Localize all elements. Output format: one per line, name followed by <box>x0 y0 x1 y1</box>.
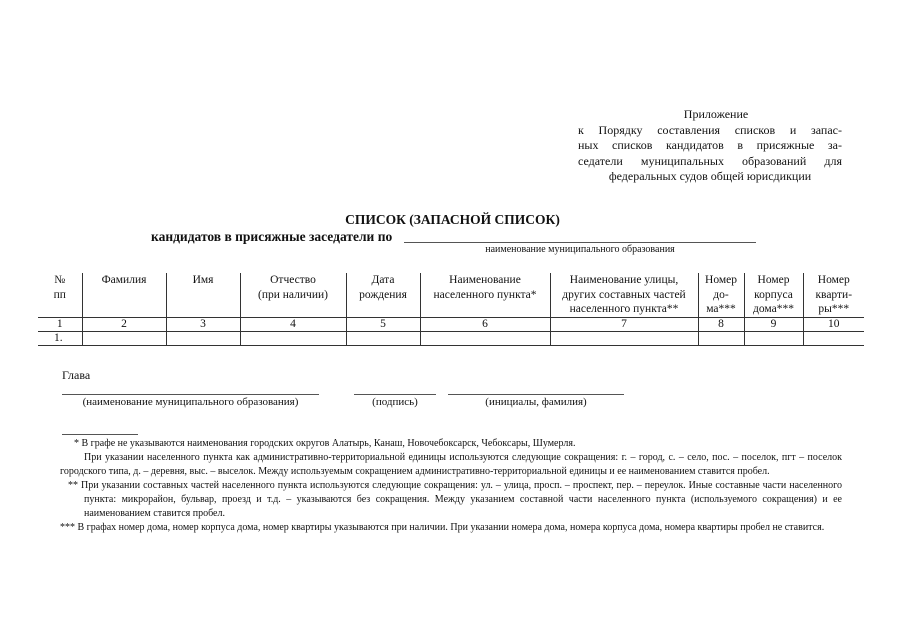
appendix-line: к Порядку составления списков и запас- <box>578 122 842 137</box>
municipality-signature-line[interactable] <box>62 394 319 395</box>
footnote: ** При указании составных частей населенного пункта используются следующие сокращения: ул. – улица, просп. – проспект, пер. – переулок. Иные составные части населенного пункта: микрорайон, бульвар, проезд и т.д. – указываются без сокращения. Между указанием составной части населенного пункта (используемого сокращения) и ее наименованием ставится пробел. <box>68 480 842 519</box>
column-number: 7 <box>550 317 698 331</box>
column-number: 6 <box>420 317 550 331</box>
footnote: При указании населенного пункта как административно-территориальной единицы используются следующие сокращения: г. – город, с. – село, пос. – поселок, пгт – поселок городского типа, д. – деревня, выс. – выселок. Между используемым сокращением административно-территориальной единицы и ее наименованием ставится пробел. <box>60 452 842 477</box>
table-cell[interactable] <box>803 331 864 345</box>
table-cell[interactable] <box>240 331 346 345</box>
initials-line[interactable] <box>448 394 624 395</box>
signature-caption: (подпись) <box>372 396 418 408</box>
appendix-line: федеральных судов общей юрисдикции <box>608 169 812 183</box>
table-cell[interactable] <box>82 331 166 345</box>
header-cell-apartment: Номер кварти- ры*** <box>803 273 864 317</box>
header-cell-birth-date: Дата рождения <box>346 273 420 317</box>
footnote: * В графе не указываются наименования городских округов Алатырь, Канаш, Новочебоксарск, Чебоксары, Шумерля. <box>74 438 576 449</box>
document-subtitle: кандидатов в присяжные заседатели по <box>151 229 393 244</box>
column-number: 2 <box>82 317 166 331</box>
column-number: 9 <box>744 317 803 331</box>
column-number: 3 <box>166 317 240 331</box>
candidates-table <box>38 273 864 346</box>
table-header-row <box>38 273 864 317</box>
header-cell-street: Наименование улицы, других составных частей населенного пункта** <box>550 273 698 317</box>
municipality-fill-line[interactable] <box>404 242 756 243</box>
footnote: *** В графах номер дома, номер корпуса дома, номер квартиры указываются при наличии. При указании номера дома, номера корпуса дома, номера квартиры пробел не ставится. <box>60 522 825 533</box>
signature-line[interactable] <box>354 394 436 395</box>
header-cell-name: Имя <box>166 273 240 317</box>
municipality-signature-caption: (наименование муниципального образования) <box>82 396 299 408</box>
column-number-row <box>38 317 864 331</box>
appendix-heading: Приложение <box>683 107 749 121</box>
table-cell[interactable] <box>166 331 240 345</box>
appendix-note <box>578 107 842 185</box>
appendix-line: седатели муниципальных образований для <box>578 153 842 168</box>
document-title: СПИСОК (ЗАПАСНОЙ СПИСОК) <box>345 212 560 227</box>
initials-caption: (инициалы, фамилия) <box>485 396 587 408</box>
table-cell[interactable] <box>550 331 698 345</box>
appendix-line: ных списков кандидатов в присяжные за- <box>578 138 842 152</box>
footnotes <box>60 437 842 535</box>
header-cell-house: Номер до- ма*** <box>698 273 744 317</box>
header-cell-number: № пп <box>38 273 82 317</box>
header-cell-building: Номер корпуса дома*** <box>744 273 803 317</box>
header-cell-patronymic: Отчество (при наличии) <box>240 273 346 317</box>
row-number: 1. <box>38 331 82 345</box>
column-number: 1 <box>38 317 82 331</box>
footnote-divider <box>62 434 138 435</box>
table-cell[interactable] <box>698 331 744 345</box>
column-number: 8 <box>698 317 744 331</box>
municipality-caption: наименование муниципального образования <box>485 244 675 255</box>
head-label: Глава <box>62 368 91 382</box>
column-number: 10 <box>803 317 864 331</box>
table-cell[interactable] <box>420 331 550 345</box>
column-number: 4 <box>240 317 346 331</box>
table-row <box>38 331 864 345</box>
header-cell-settlement: Наименование населенного пункта* <box>420 273 550 317</box>
table-cell[interactable] <box>744 331 803 345</box>
header-cell-surname: Фамилия <box>82 273 166 317</box>
column-number: 5 <box>346 317 420 331</box>
table-cell[interactable] <box>346 331 420 345</box>
